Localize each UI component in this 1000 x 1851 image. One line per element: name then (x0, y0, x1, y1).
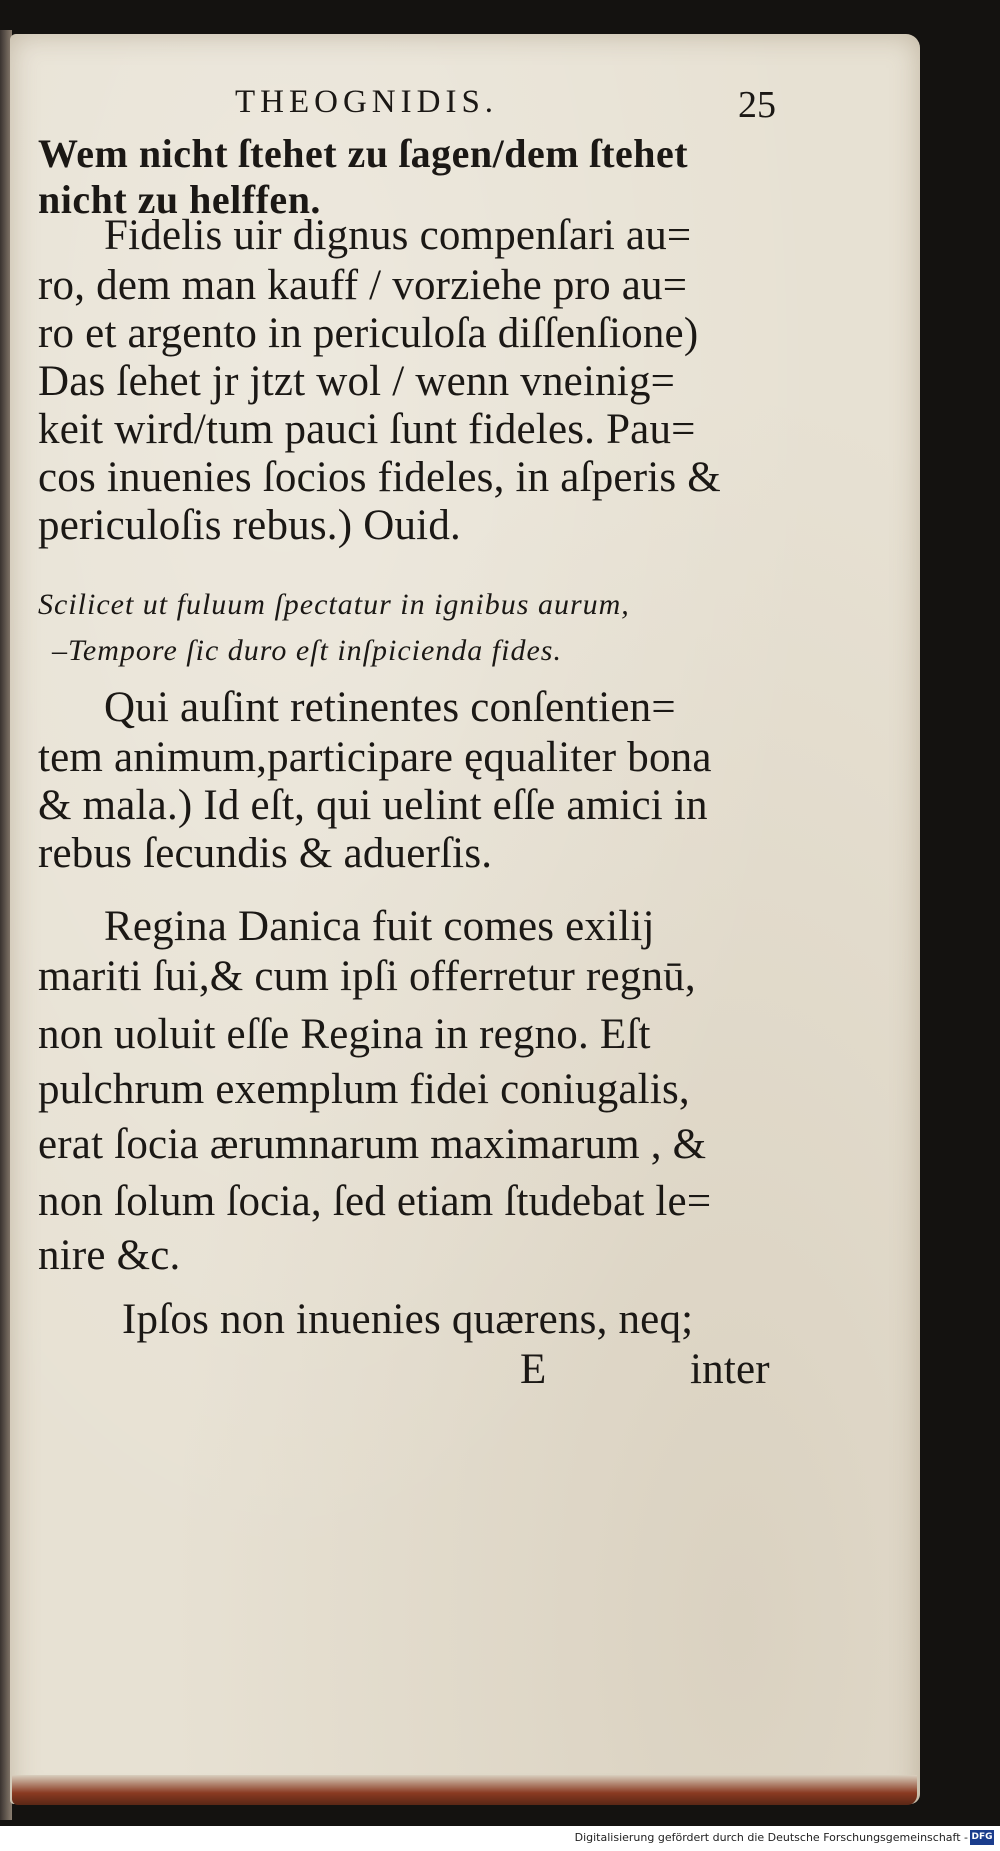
text-line: periculoſis rebus.) Ouid. (38, 502, 461, 549)
running-title: THEOGNIDIS. (235, 84, 499, 120)
verse-line: Scilicet ut fuluum ſpectatur in ignibus aurum, (38, 588, 630, 621)
signature-mark: E (520, 1346, 547, 1393)
text-line: & mala.) Id eſt, qui uelint eſſe amici in (38, 782, 708, 829)
text-line: ro et argento in periculoſa diſſenſione) (38, 310, 699, 357)
text-line: pulchrum exemplum fidei coniugalis, (38, 1066, 690, 1113)
text-line: Qui auſint retinentes conſentien= (104, 684, 676, 731)
text-line: rebus ſecundis & aduerſis. (38, 830, 493, 877)
text-line: cos inuenies ſocios fideles, in aſperis & (38, 454, 721, 501)
text-line: keit wird/tum pauci ſunt fideles. Pau= (38, 406, 696, 453)
text-line: Regina Danica fuit comes exilij (104, 903, 655, 950)
text-line: ro, dem man kauff / vorziehe pro au= (38, 262, 688, 309)
digitization-credit: Digitalisierung gefördert durch die Deutsche Forschungsgemeinschaft - (574, 1831, 968, 1844)
verse-line: –Tempore ſic duro eſt inſpicienda fides. (52, 634, 562, 667)
dfg-logo: DFG (970, 1830, 994, 1845)
text-line: Fidelis uir dignus compenſari au= (104, 212, 692, 259)
text-line: nicht zu helffen. (38, 177, 321, 222)
text-line: Wem nicht ſtehet zu ſagen/dem ſtehet (38, 131, 689, 176)
page-number: 25 (738, 84, 776, 126)
text-line: tem animum,participare ęqualiter bona (38, 734, 712, 781)
text-line: Ipſos non inuenies quærens, neq; (122, 1296, 694, 1343)
text-line: Das ſehet jr jtzt wol / wenn vneinig= (38, 358, 676, 405)
text-line: mariti ſui,& cum ipſi offerretur regnū, (38, 953, 696, 1000)
page-bottom-edge (12, 1775, 917, 1805)
text-line: non ſolum ſocia, ſed etiam ſtudebat le= (38, 1178, 712, 1225)
text-line: nire &c. (38, 1232, 181, 1279)
catchword: inter (690, 1346, 770, 1393)
text-line: non uoluit eſſe Regina in regno. Eſt (38, 1011, 651, 1058)
text-line: erat ſocia ærumnarum maximarum , & (38, 1121, 707, 1168)
